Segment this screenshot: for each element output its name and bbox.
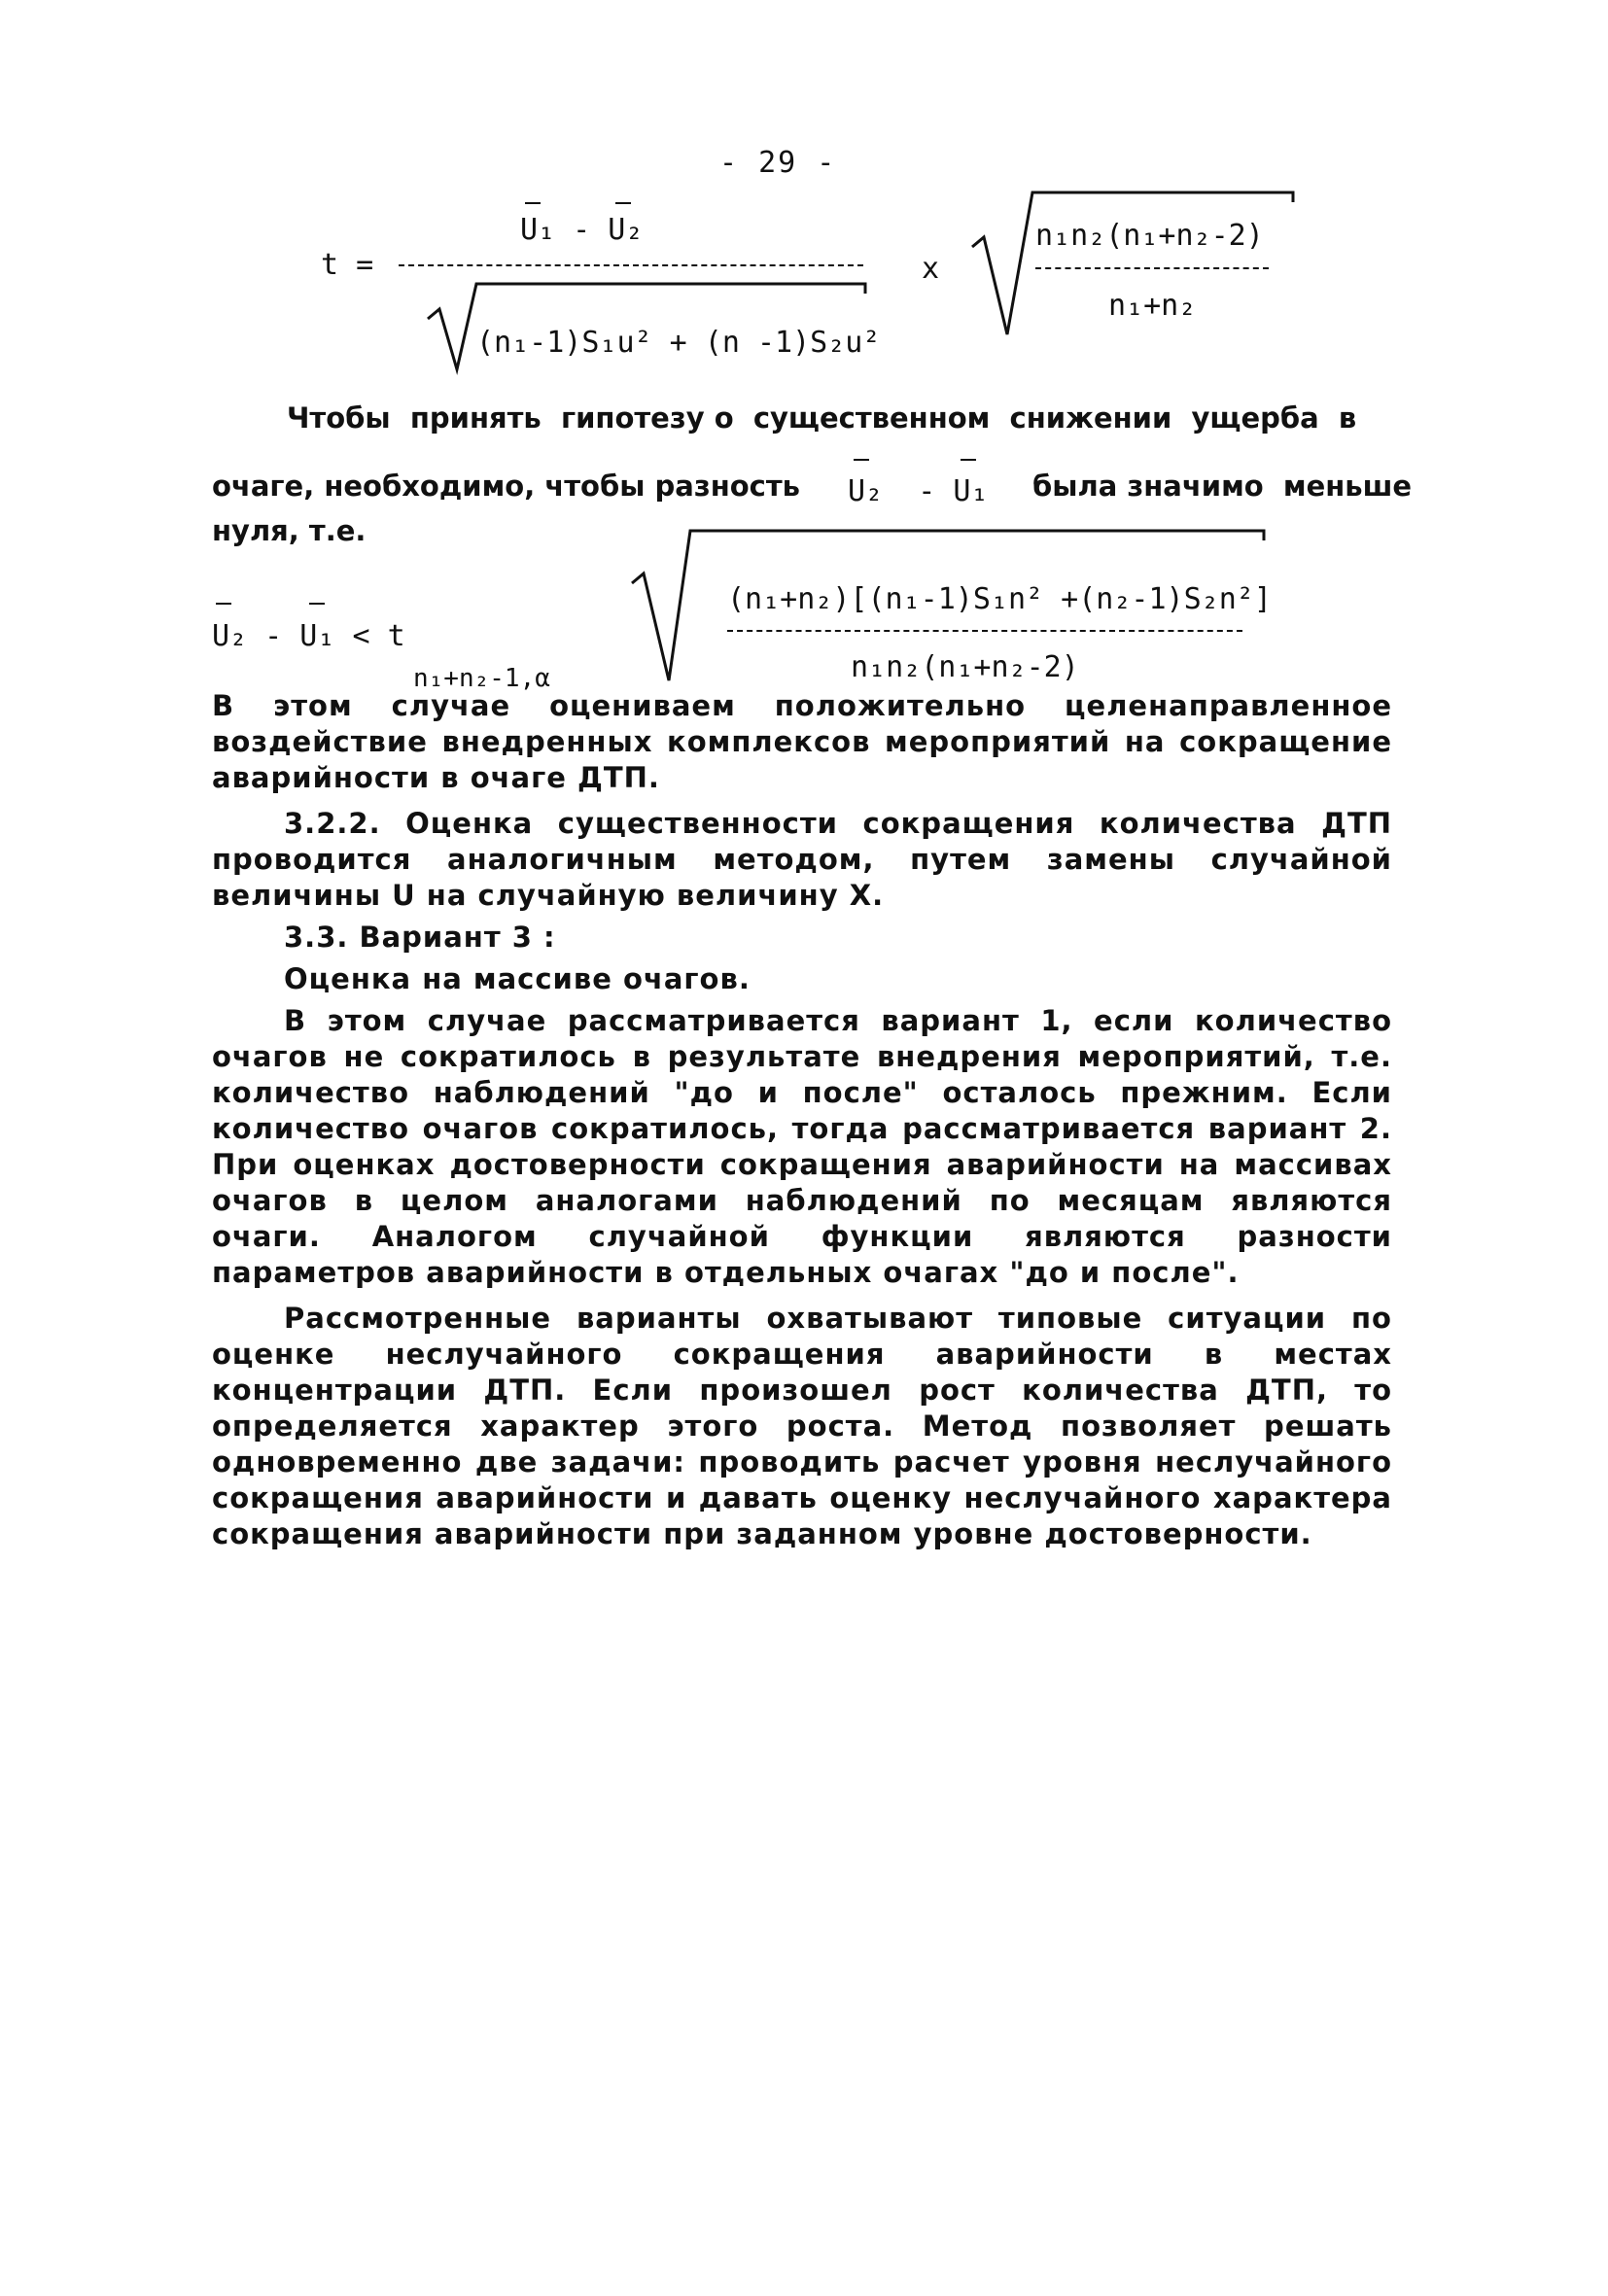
- formula1-lhs: t =: [321, 248, 374, 282]
- formula2-lhs: U₂ - U₁ < t: [212, 619, 405, 653]
- difference-expression: U₂ - U₁: [848, 474, 989, 508]
- overbar: [216, 603, 231, 605]
- page-number: - 29 -: [719, 146, 837, 180]
- formula2-root-denominator: n₁n₂(n₁+n₂-2): [851, 650, 1079, 684]
- fraction-line: [399, 264, 863, 266]
- body-text: [212, 688, 1392, 1552]
- overbar: [525, 202, 541, 204]
- section-subtitle: Оценка на массиве очагов.: [284, 962, 751, 995]
- section-heading: 3.3. Вариант 3 :: [284, 921, 556, 954]
- formula2-t-subscript: n₁+n₂-1,α: [413, 664, 550, 693]
- formula1-root-denominator: n₁+n₂: [1108, 289, 1197, 323]
- overbar: [309, 603, 325, 605]
- formula2-root-numerator: (n₁+n₂)[(n₁-1)S₁n² +(n₂-1)S₂n²]: [727, 582, 1272, 616]
- formula1-denominator: (n₁-1)S₁u² + (n -1)S₂u²: [476, 326, 881, 360]
- paragraph-line: Чтобы принять гипотезу о существенном снижении ущерба в: [287, 401, 1357, 435]
- fraction-line: [1035, 267, 1269, 269]
- paragraph: В этом случае рассматривается вариант 1, если количество очагов не сократилось в результате внедрения мероприятий, т.е. количество наблюдений "до и после" осталось прежним. Если количество очагов сократилось, тогда рассматривается вариант 2. При оценках достоверности сокращения аварийности на массивах очагов в целом аналогами наблюдений по месяцам являются очаги. Аналогом случайной функции являются разности параметров аварийности в отдельных очагах "до и после".: [212, 1004, 1392, 1289]
- formula1-root-numerator: n₁n₂(n₁+n₂-2): [1035, 219, 1264, 253]
- overbar: [961, 459, 976, 461]
- paragraph: В этом случае оцениваем положительно целенаправленное воздействие внедренных комплексов мероприятий на сокращение аварийности в очаге ДТП.: [212, 689, 1392, 794]
- paragraph: Рассмотренные варианты охватывают типовые ситуации по оценке неслучайного сокращения аварийности в местах концентрации ДТП. Если произошел рост количества ДТП, то определяется характер этого роста. Метод позволяет решать одновременно две задачи: проводить расчет уровня неслучайного сокращения аварийности и давать оценку неслучайного характера сокращения аварийности при заданном уровне достоверности.: [212, 1302, 1392, 1550]
- paragraph: 3.2.2. Оценка существенности сокращения количества ДТП проводится аналогичным методом, путем замены случайной величины U на случайную величину Х.: [212, 807, 1392, 912]
- paragraph-line: нуля, т.е.: [212, 514, 367, 547]
- fraction-line: [727, 630, 1242, 632]
- overbar: [854, 459, 869, 461]
- overbar: [615, 202, 631, 204]
- paragraph-line: очаге, необходимо, чтобы разность: [212, 470, 801, 503]
- times-sign: x: [922, 252, 940, 286]
- formula1-numerator: U₁ - U₂: [520, 213, 644, 247]
- paragraph-line: была значимо меньше: [1032, 470, 1413, 503]
